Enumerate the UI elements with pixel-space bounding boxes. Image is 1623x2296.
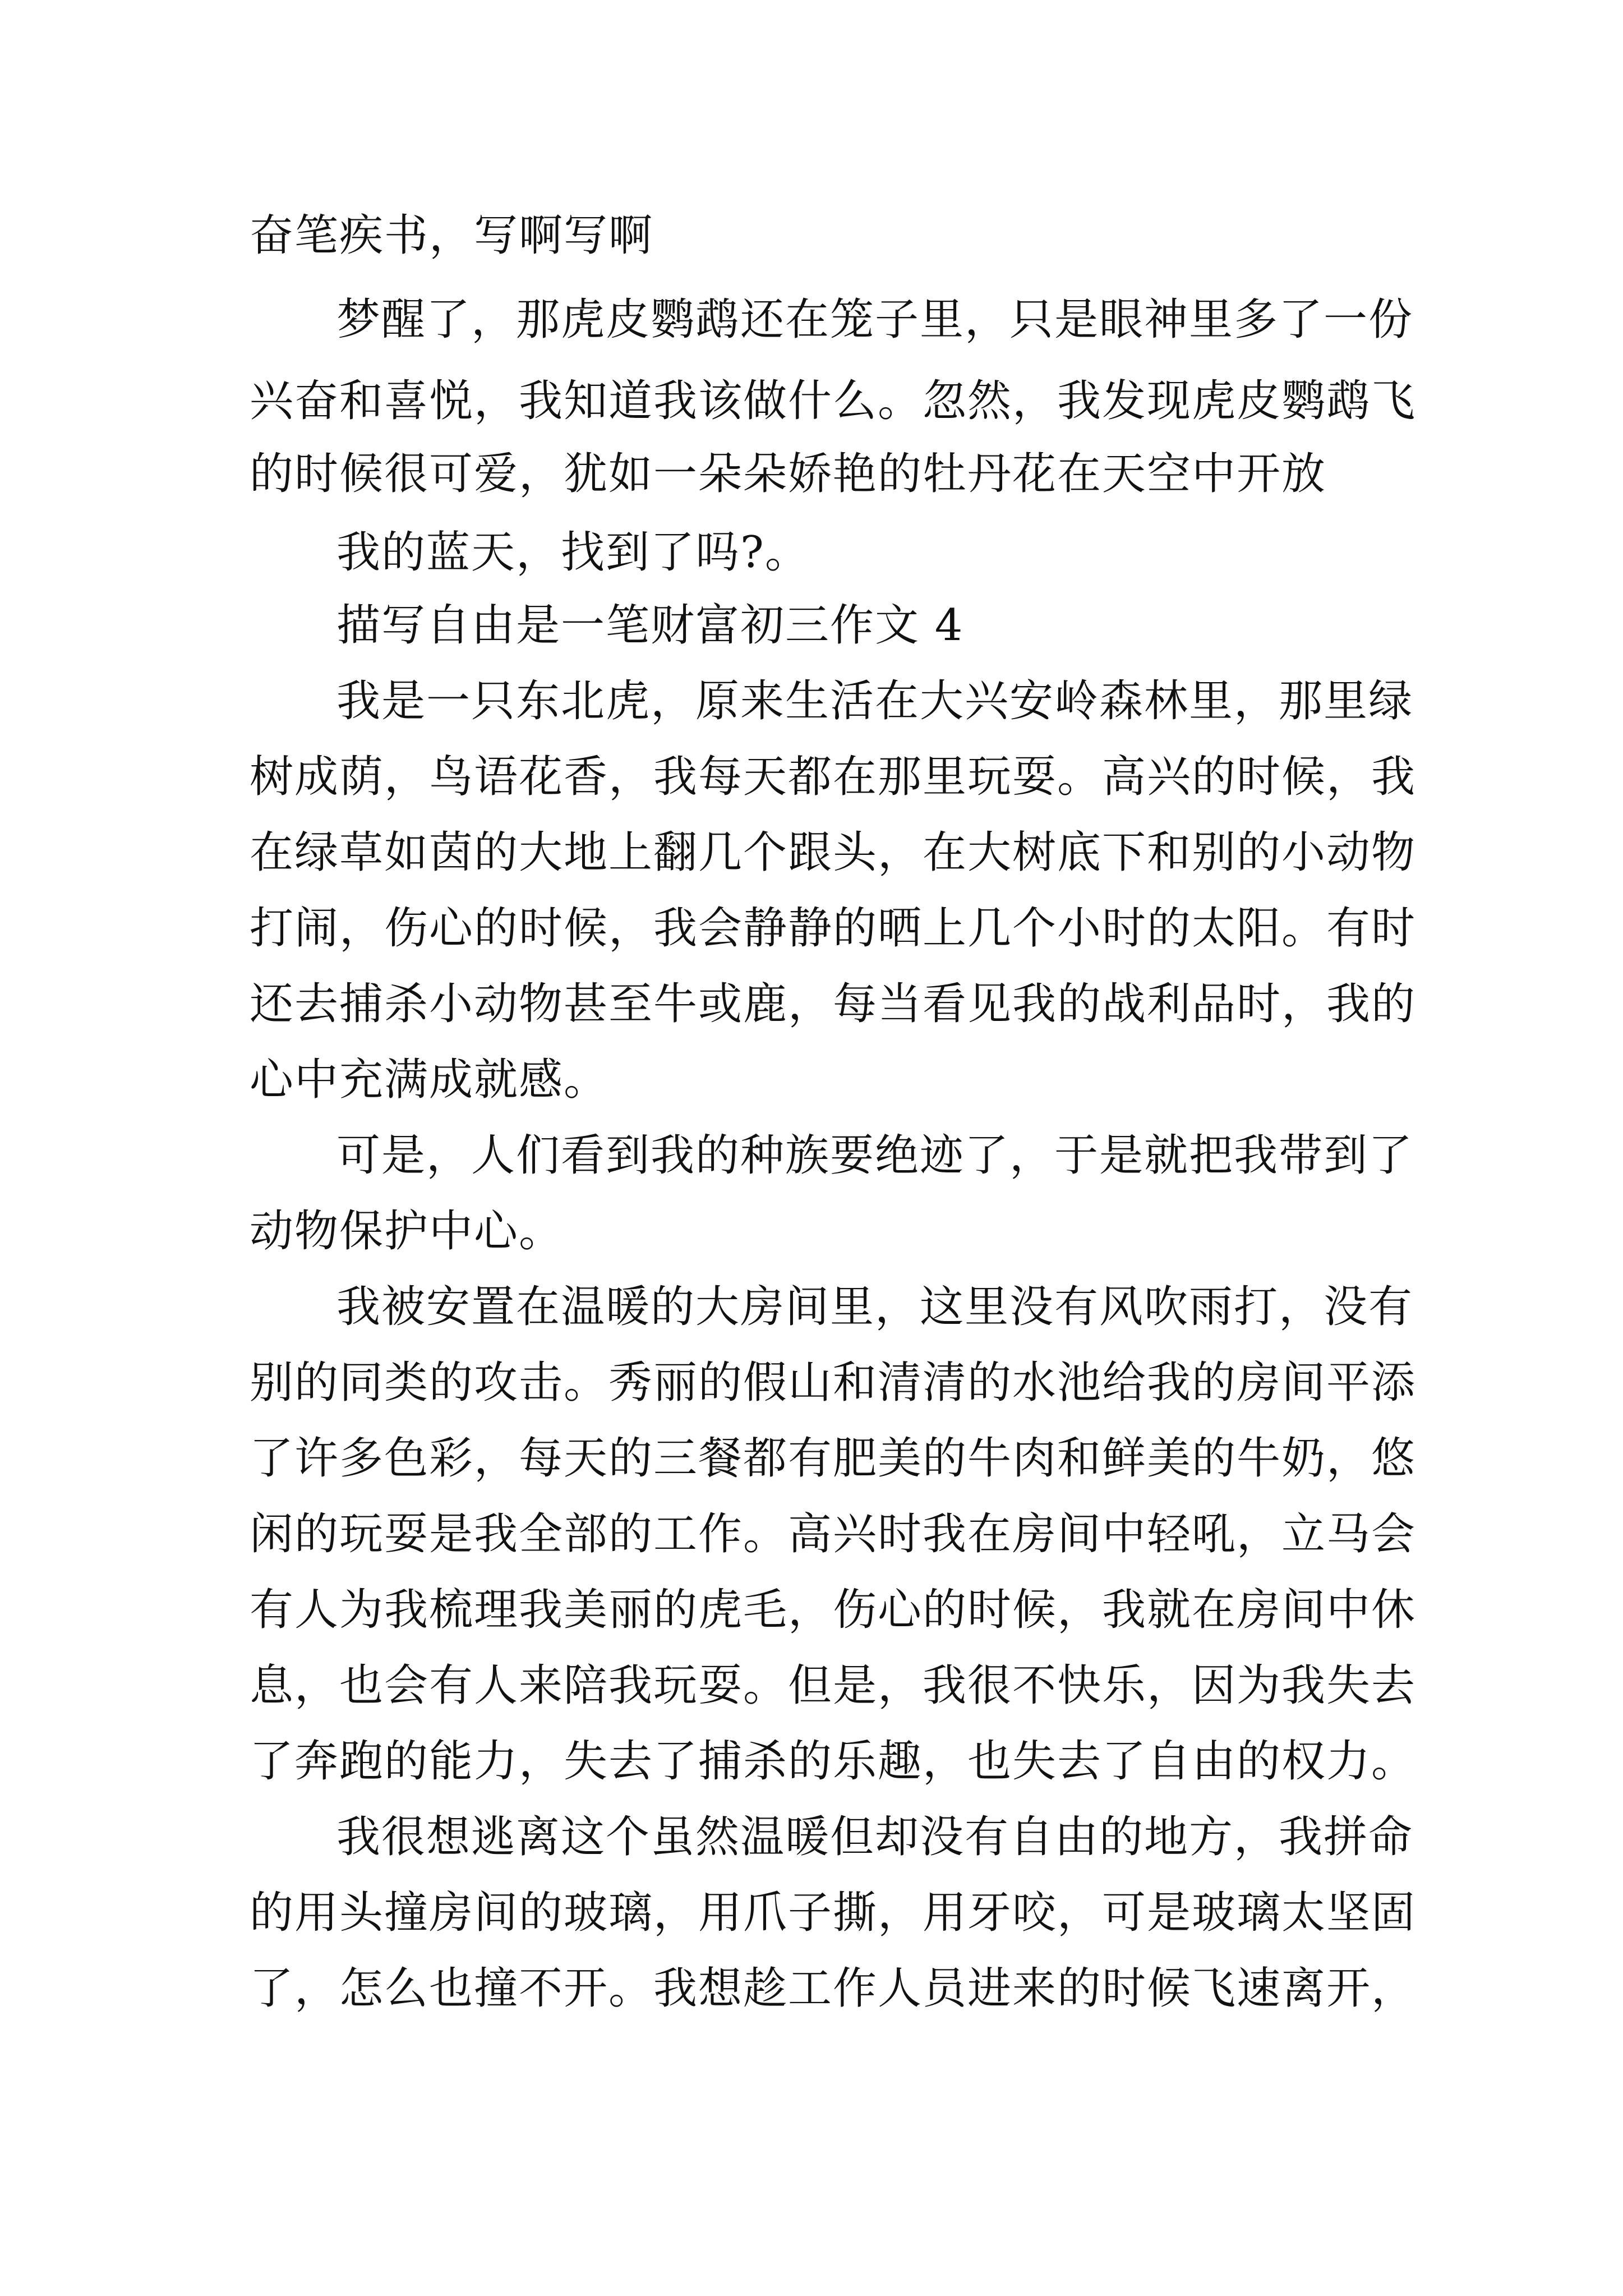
text-line: 的时候很可爱，犹如一朵朵娇艳的牡丹花在天空中开放 (250, 449, 1327, 499)
text-line: 了许多色彩，每天的三餐都有肥美的牛肉和鲜美的牛奶，悠 (250, 1433, 1417, 1484)
text-line: 的用头撞房间的玻璃，用爪子撕，用牙咬，可是玻璃太坚固 (250, 1888, 1417, 1938)
text-line: 打闹，伤心的时候，我会静静的晒上几个小时的太阳。有时 (250, 903, 1417, 954)
text-line: 了，怎么也撞不开。我想趁工作人员进来的时候飞速离开， (250, 1963, 1417, 2014)
text-line: 别的同类的攻击。秀丽的假山和清清的水池给我的房间平添 (250, 1358, 1417, 1408)
paragraph-start: 我的蓝天，找到了吗?。 (336, 527, 810, 578)
text-line: 奋笔疾书，写啊写啊 (250, 210, 654, 261)
section-title: 描写自由是一笔财富初三作文 4 (336, 600, 964, 651)
paragraph-start: 可是，人们看到我的种族要绝迹了，于是就把我带到了 (336, 1130, 1414, 1181)
paragraph-start: 我很想逃离这个虽然温暖但却没有自由的地方，我拼命 (336, 1812, 1414, 1862)
text-line: 在绿草如茵的大地上翻几个跟头，在大树底下和别的小动物 (250, 827, 1417, 878)
text-line: 息，也会有人来陪我玩耍。但是，我很不快乐，因为我失去 (250, 1660, 1417, 1711)
text-line: 闲的玩耍是我全部的工作。高兴时我在房间中轻吼，立马会 (250, 1509, 1417, 1559)
text-line: 动物保护中心。 (250, 1206, 564, 1257)
paragraph-start: 我是一只东北虎，原来生活在大兴安岭森林里，那里绿 (336, 676, 1414, 726)
text-line: 了奔跑的能力，失去了捕杀的乐趣，也失去了自由的权力。 (250, 1736, 1417, 1787)
paragraph-start: 梦醒了，那虎皮鹦鹉还在笼子里，只是眼神里多了一份 (336, 295, 1414, 345)
text-line: 有人为我梳理我美丽的虎毛，伤心的时候，我就在房间中休 (250, 1585, 1417, 1635)
text-line: 还去捕杀小动物甚至牛或鹿，每当看见我的战利品时，我的 (250, 979, 1417, 1029)
text-line: 心中充满成就感。 (250, 1055, 609, 1105)
text-line: 兴奋和喜悦，我知道我该做什么。忽然，我发现虎皮鹦鹉飞 (250, 376, 1417, 426)
paragraph-start: 我被安置在温暖的大房间里，这里没有风吹雨打，没有 (336, 1282, 1414, 1332)
text-line: 树成荫，鸟语花香，我每天都在那里玩耍。高兴的时候，我 (250, 752, 1417, 802)
